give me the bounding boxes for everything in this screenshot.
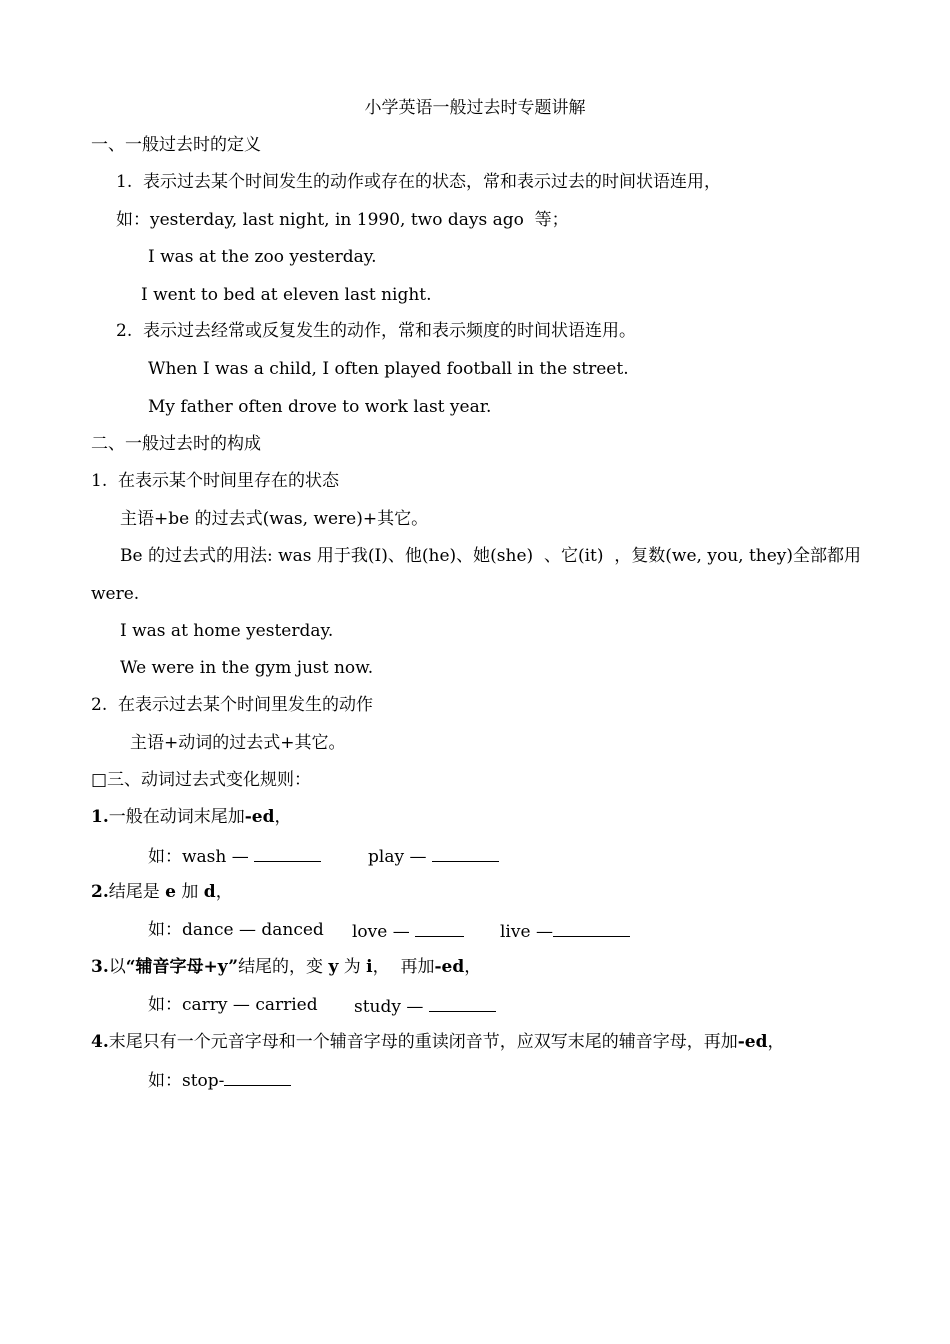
structure-formula-1: 主语+be 的过去式(was, were)+其它。: [120, 509, 429, 529]
rule-punct: ，: [274, 807, 292, 827]
rule-pattern: “辅音字母+y”: [125, 957, 239, 977]
structure-point-2: 2. 在表示过去某个时间里发生的动作: [91, 695, 374, 715]
definition-point-2: 2. 表示过去经常或反复发生的动作，常和表示频度的时间状语连用。: [116, 321, 637, 341]
rule-text: 结尾的，变: [238, 957, 329, 977]
section-heading-definition: 一、一般过去时的定义: [91, 135, 261, 155]
rule-3-example-study: [354, 994, 496, 1018]
structure-point-1: 1. 在表示某个时间里存在的状态: [91, 471, 340, 491]
rule-letter: d: [203, 882, 216, 902]
example-text: 如：stop-: [148, 1071, 225, 1091]
rule-punct: ，: [767, 1032, 785, 1052]
rule-number: 4.: [91, 1032, 109, 1052]
page-title: 小学英语一般过去时专题讲解: [364, 98, 586, 118]
definition-point-1-examples: 如：yesterday, last night, in 1990, two days ago 等；: [116, 210, 569, 230]
rule-text: 加: [175, 882, 204, 902]
example-text: play —: [368, 847, 432, 867]
rule-2-example-live: [500, 919, 630, 943]
rule-letter: y: [328, 957, 339, 977]
rule-4: [91, 1031, 785, 1053]
answer-blank[interactable]: [254, 844, 321, 862]
rule-letter: i: [366, 957, 373, 977]
rule-4-example-stop: [148, 1068, 291, 1092]
example-sentence: My father often drove to work last year.: [148, 397, 492, 417]
rule-text: 为: [338, 957, 367, 977]
structure-formula-2: 主语+动词的过去式+其它。: [130, 733, 346, 753]
answer-blank[interactable]: [224, 1068, 291, 1086]
rule-letter: e: [165, 882, 176, 902]
be-usage-line: Be 的过去式的用法: was 用于我(I)、他(he)、她(she) 、它(it) ，复数(we, you, they)全部都用: [120, 546, 862, 566]
rule-2-example-love: [352, 919, 464, 943]
example-sentence: We were in the gym just now.: [120, 658, 374, 678]
rule-1-example-wash: [148, 844, 321, 868]
rule-1-example-play: [368, 844, 499, 868]
rule-2: [91, 881, 233, 903]
rule-1: [91, 806, 292, 828]
rule-text: ， 再加: [372, 957, 435, 977]
rule-2-example-dance: 如：dance — danced: [148, 920, 324, 940]
answer-blank[interactable]: [553, 919, 630, 937]
rule-text: 结尾是: [108, 882, 166, 902]
rule-suffix: -ed: [737, 1032, 768, 1052]
rule-suffix: -ed: [244, 807, 275, 827]
example-sentence: I went to bed at eleven last night.: [141, 285, 432, 305]
section-heading-structure: 二、一般过去时的构成: [91, 434, 261, 454]
example-text: 如：wash —: [148, 847, 255, 867]
answer-blank[interactable]: [432, 844, 499, 862]
rule-number: 3.: [91, 957, 109, 977]
rule-suffix: -ed: [434, 957, 465, 977]
example-text: study —: [354, 997, 429, 1017]
section-heading-rules: □三、动词过去式变化规则：: [91, 770, 312, 790]
rule-text: 以: [108, 957, 126, 977]
example-sentence: When I was a child, I often played football in the street.: [148, 359, 629, 379]
be-usage-line-cont: were.: [91, 584, 140, 604]
rule-text: 一般在动词末尾加: [108, 807, 245, 827]
example-text: live —: [500, 922, 553, 942]
example-text: love —: [352, 922, 416, 942]
rule-text: 末尾只有一个元音字母和一个辅音字母的重读闭音节，应双写末尾的辅音字母，再加: [108, 1032, 738, 1052]
rule-number: 1.: [91, 807, 109, 827]
answer-blank[interactable]: [415, 919, 464, 937]
rule-3: [91, 956, 481, 978]
example-sentence: I was at home yesterday.: [120, 621, 334, 641]
rule-punct: ，: [464, 957, 482, 977]
rule-punct: ，: [215, 882, 233, 902]
rule-number: 2.: [91, 882, 109, 902]
example-sentence: I was at the zoo yesterday.: [148, 247, 377, 267]
definition-point-1: 1. 表示过去某个时间发生的动作或存在的状态，常和表示过去的时间状语连用，: [116, 172, 722, 192]
rule-3-example-carry: 如：carry — carried: [148, 995, 318, 1015]
answer-blank[interactable]: [429, 994, 496, 1012]
